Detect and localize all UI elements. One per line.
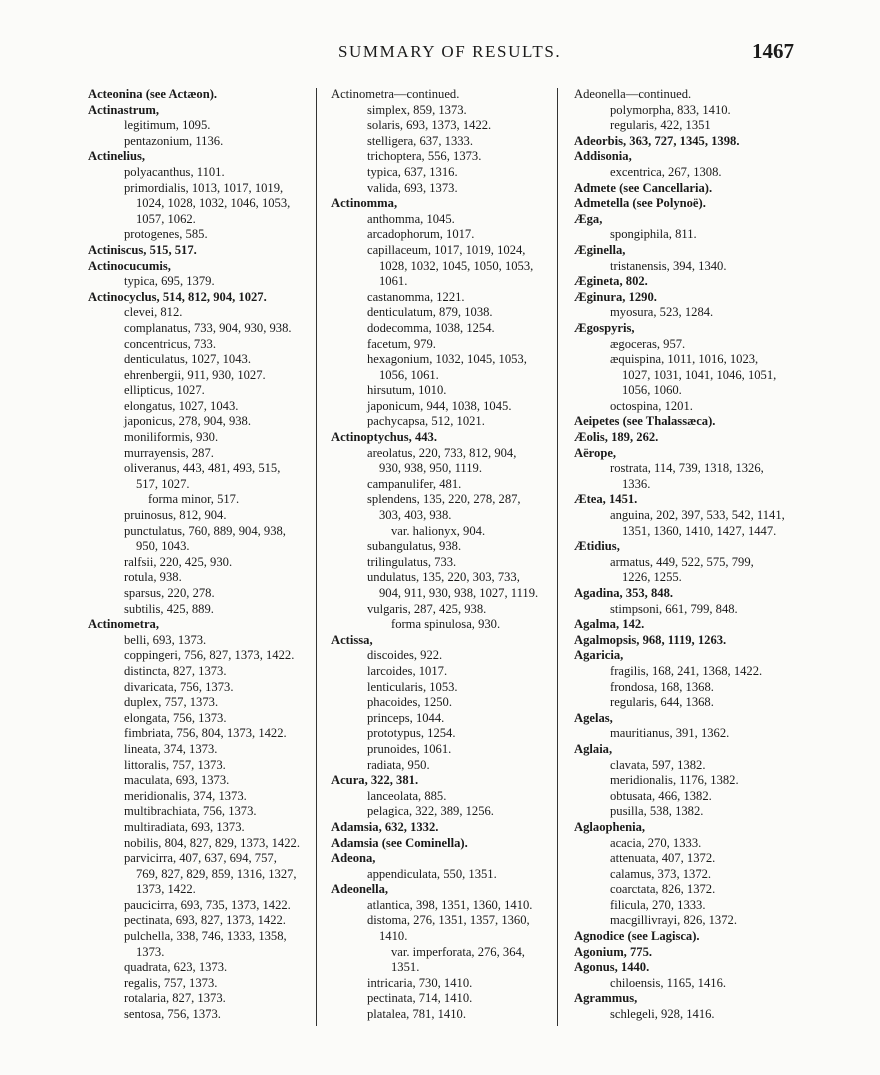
index-entry: undulatus, 135, 220, 303, 733, [367,570,520,585]
index-entry: 1373. [136,944,165,959]
index-heading: Aglaophenia, [574,819,646,834]
index-entry: 303, 403, 938. [379,508,452,523]
index-entry: trichoptera, 556, 1373. [367,149,482,164]
column-divider [316,88,317,1026]
index-heading: Agonus, 1440. [574,960,650,975]
index-heading: Actinometra, [88,617,159,632]
index-entry: 1336. [622,476,651,491]
index-entry: forma minor, 517. [148,492,240,507]
index-heading: Aërope, [574,445,617,460]
index-entry: appendiculata, 550, 1351. [367,866,497,881]
index-heading: Agaricia, [574,648,624,663]
index-entry: 517, 1027. [136,476,190,491]
index-heading: Actinomma, [331,196,398,211]
index-column-2 [331,87,555,1023]
index-entry: prototypus, 1254. [367,726,456,741]
index-entry: myosura, 523, 1284. [610,305,714,320]
index-heading: Acura, 322, 381. [331,773,419,788]
index-entry: lanceolata, 885. [367,788,447,803]
index-entry: lineata, 374, 1373. [124,741,218,756]
index-entry: belli, 693, 1373. [124,632,207,647]
index-entry: 930, 938, 950, 1119. [379,461,482,476]
index-entry: 1373, 1422. [136,882,196,897]
index-heading: Actissa, [331,632,373,647]
index-entry: meridionalis, 374, 1373. [124,788,247,803]
index-entry: 1056, 1061. [379,367,439,382]
index-entry: clevei, 812. [124,305,183,320]
index-entry: coarctata, 826, 1372. [610,882,716,897]
index-entry: parvicirra, 407, 637, 694, 757, [124,851,277,866]
index-entry: mauritianus, 391, 1362. [610,726,730,741]
index-heading: Æga, [574,211,603,226]
index-entry: hirsutum, 1010. [367,383,447,398]
index-entry: regularis, 644, 1368. [610,695,714,710]
index-entry: solaris, 693, 1373, 1422. [367,118,492,133]
index-heading: Ægospyris, [574,320,635,335]
index-entry: dodecomma, 1038, 1254. [367,320,495,335]
index-heading: Actiniscus, 515, 517. [88,242,197,257]
index-entry: calamus, 373, 1372. [610,866,712,881]
index-entry: larcoides, 1017. [367,663,448,678]
index-heading: Æginura, 1290. [574,289,657,304]
index-entry: intricaria, 730, 1410. [367,975,473,990]
index-entry: murrayensis, 287. [124,445,214,460]
index-heading: Actinocucumis, [88,258,171,273]
index-entry: 1351. [391,960,420,975]
index-entry: campanulifer, 481. [367,476,462,491]
index-heading: Adeonella, [331,882,389,897]
index-entry: divaricata, 756, 1373. [124,679,234,694]
index-entry: subtilis, 425, 889. [124,601,214,616]
index-entry: frondosa, 168, 1368. [610,679,714,694]
index-entry: areolatus, 220, 733, 812, 904, [367,445,517,460]
index-entry: attenuata, 407, 1372. [610,851,716,866]
index-heading: Ætea, 1451. [574,492,638,507]
index-entry: japonicus, 278, 904, 938. [124,414,251,429]
index-entry: multiradiata, 693, 1373. [124,819,245,834]
index-entry: princeps, 1044. [367,710,445,725]
index-entry: vulgaris, 287, 425, 938. [367,601,487,616]
index-column-3 [574,87,799,1023]
index-entry: anthomma, 1045. [367,211,455,226]
index-entry: concentricus, 733. [124,336,216,351]
index-entry: 1056, 1060. [622,383,682,398]
index-entry: littoralis, 757, 1373. [124,757,226,772]
index-heading: Æolis, 189, 262. [574,430,659,445]
index-entry: octospina, 1201. [610,398,693,413]
index-entry: regalis, 757, 1373. [124,975,218,990]
index-entry: rotula, 938. [124,570,182,585]
index-heading: Acteonina (see Actæon). [88,87,218,101]
index-entry: 1061. [379,274,408,289]
index-entry: fragilis, 168, 241, 1368, 1422. [610,663,763,678]
index-entry: typica, 637, 1316. [367,164,458,179]
index-entry: 950, 1043. [136,539,190,554]
index-entry: complanatus, 733, 904, 930, 938. [124,320,292,335]
index-heading: Ætidius, [574,539,620,554]
index-entry: 1028, 1032, 1045, 1050, 1053, [379,258,534,273]
index-entry: pusilla, 538, 1382. [610,804,704,819]
index-entry: 1226, 1255. [622,570,682,585]
index-entry: pectinata, 714, 1410. [367,991,473,1006]
index-entry: acacia, 270, 1333. [610,835,702,850]
page-header [0,39,880,72]
index-column-1 [88,87,313,1023]
index-entry: radiata, 950. [367,757,430,772]
index-heading: Agelas, [574,710,613,725]
index-entry: phacoides, 1250. [367,695,452,710]
index-entry: elongata, 756, 1373. [124,710,227,725]
index-entry: subangulatus, 938. [367,539,462,554]
index-entry: armatus, 449, 522, 575, 799, [610,554,754,569]
index-entry: obtusata, 466, 1382. [610,788,712,803]
column-divider [557,88,558,1026]
index-entry: 904, 911, 930, 938, 1027, 1119. [379,586,539,600]
index-entry: polyacanthus, 1101. [124,164,225,179]
index-heading: Aeipetes (see Thalassæca). [574,414,716,429]
index-entry: polymorpha, 833, 1410. [610,102,731,117]
index-entry: regularis, 422, 1351 [610,118,711,133]
index-entry: chiloensis, 1165, 1416. [610,975,727,990]
index-entry: protogenes, 585. [124,227,208,242]
index-entry: atlantica, 398, 1351, 1360, 1410. [367,897,533,912]
index-entry: primordialis, 1013, 1017, 1019, [124,180,284,195]
index-heading: Actinelius, [88,149,146,164]
index-entry: denticulatus, 1027, 1043. [124,352,251,367]
index-entry: fimbriata, 756, 804, 1373, 1422. [124,726,287,741]
index-heading: Adeorbis, 363, 727, 1345, 1398. [574,133,740,148]
index-entry: nobilis, 804, 827, 829, 1373, 1422. [124,835,300,850]
index-entry: trilingulatus, 733. [367,554,457,569]
index-entry: pectinata, 693, 827, 1373, 1422. [124,913,286,928]
index-entry: distoma, 276, 1351, 1357, 1360, [367,913,530,928]
index-entry: tristanensis, 394, 1340. [610,258,727,273]
running-title: SUMMARY OF RESULTS. [338,42,562,61]
index-entry: pruinosus, 812, 904. [124,508,227,523]
index-entry: 1410. [379,929,408,944]
index-entry: oliveranus, 443, 481, 493, 515, [124,461,281,476]
index-entry: duplex, 757, 1373. [124,695,219,710]
index-entry: sentosa, 756, 1373. [124,1007,221,1022]
index-heading: Addisonia, [574,149,632,164]
index-entry: paucicirra, 693, 735, 1373, 1422. [124,897,291,912]
index-heading: Agadina, 353, 848. [574,586,674,600]
index-entry: capillaceum, 1017, 1019, 1024, [367,242,526,257]
index-heading: Actinoptychus, 443. [331,430,438,445]
index-entry: legitimum, 1095. [124,118,211,133]
index-entry: schlegeli, 928, 1416. [610,1007,715,1022]
index-entry: rostrata, 114, 739, 1318, 1326, [610,461,764,476]
index-entry: coppingeri, 756, 827, 1373, 1422. [124,648,295,663]
index-entry: denticulatum, 879, 1038. [367,305,493,320]
index-entry: distincta, 827, 1373. [124,663,227,678]
index-heading: Agrammus, [574,991,638,1006]
index-heading: Actinastrum, [88,102,160,117]
index-entry: facetum, 979. [367,336,436,351]
index-entry: elongatus, 1027, 1043. [124,398,239,413]
index-entry: var. halionyx, 904. [391,523,486,538]
index-heading: Æginella, [574,242,626,257]
index-entry: 769, 827, 829, 859, 1316, 1327, [136,866,297,881]
index-entry: anguina, 202, 397, 533, 542, 1141, [610,508,785,523]
index-entry: sparsus, 220, 278. [124,586,215,600]
index-entry: meridionalis, 1176, 1382. [610,773,739,788]
index-heading: Agnodice (see Lagisca). [574,929,700,944]
index-entry: platalea, 781, 1410. [367,1007,466,1022]
index-entry: moniliformis, 930. [124,430,219,445]
index-entry: maculata, 693, 1373. [124,773,230,788]
index-heading: Agonium, 775. [574,944,653,959]
index-entry: ralfsii, 220, 425, 930. [124,554,233,569]
index-heading: Actinometra—continued. [331,87,460,101]
index-entry: typica, 695, 1379. [124,274,215,289]
page-number: 1467 [752,39,794,63]
index-entry: quadrata, 623, 1373. [124,960,228,975]
index-entry: prunoides, 1061. [367,741,452,756]
index-entry: 1351, 1360, 1410, 1427, 1447. [622,523,777,538]
index-entry: ehrenbergii, 911, 930, 1027. [124,367,266,382]
index-entry: lenticularis, 1053. [367,679,458,694]
index-heading: Admetella (see Polynoë). [574,196,706,211]
index-entry: pentazonium, 1136. [124,133,224,148]
index-entry: macgillivrayi, 826, 1372. [610,913,737,928]
index-heading: Adamsia (see Cominella). [331,835,468,850]
index-entry: punctulatus, 760, 889, 904, 938, [124,523,286,538]
index-entry: discoides, 922. [367,648,443,663]
index-entry: arcadophorum, 1017. [367,227,475,242]
index-entry: stimpsoni, 661, 799, 848. [610,601,738,616]
index-entry: multibrachiata, 756, 1373. [124,804,257,819]
index-heading: Aglaia, [574,741,613,756]
index-heading: Admete (see Cancellaria). [574,180,713,195]
index-entry: 1057, 1062. [136,211,196,226]
index-entry: castanomma, 1221. [367,289,465,304]
index-entry: hexagonium, 1032, 1045, 1053, [367,352,527,367]
index-heading: Actinocyclus, 514, 812, 904, 1027. [88,289,267,304]
index-entry: simplex, 859, 1373. [367,102,467,117]
index-entry: stelligera, 637, 1333. [367,133,473,148]
index-entry: 1024, 1028, 1032, 1046, 1053, [136,196,291,211]
index-entry: pelagica, 322, 389, 1256. [367,804,494,819]
index-entry: forma spinulosa, 930. [391,617,501,632]
index-entry: ægoceras, 957. [610,336,686,351]
index-entry: var. imperforata, 276, 364, [391,944,525,959]
index-entry: clavata, 597, 1382. [610,757,706,772]
index-entry: japonicum, 944, 1038, 1045. [367,398,512,413]
index-entry: pulchella, 338, 746, 1333, 1358, [124,929,287,944]
index-heading: Adamsia, 632, 1332. [331,819,439,834]
index-entry: filicula, 270, 1333. [610,897,706,912]
index-heading: Adeona, [331,851,376,866]
index-entry: rotalaria, 827, 1373. [124,991,226,1006]
index-entry: 1027, 1031, 1041, 1046, 1051, [622,367,777,382]
index-entry: ellipticus, 1027. [124,383,205,398]
index-heading: Agalma, 142. [574,617,645,632]
index-heading: Ægineta, 802. [574,274,648,289]
index-entry: excentrica, 267, 1308. [610,164,722,179]
index-heading: Adeonella—continued. [574,87,692,101]
index-entry: valida, 693, 1373. [367,180,458,195]
index-heading: Agalmopsis, 968, 1119, 1263. [574,632,727,647]
index-entry: æquispina, 1011, 1016, 1023, [610,352,759,367]
index-entry: spongiphila, 811. [610,227,697,242]
index-entry: pachycapsa, 512, 1021. [367,414,485,429]
index-entry: splendens, 135, 220, 278, 287, [367,492,521,507]
